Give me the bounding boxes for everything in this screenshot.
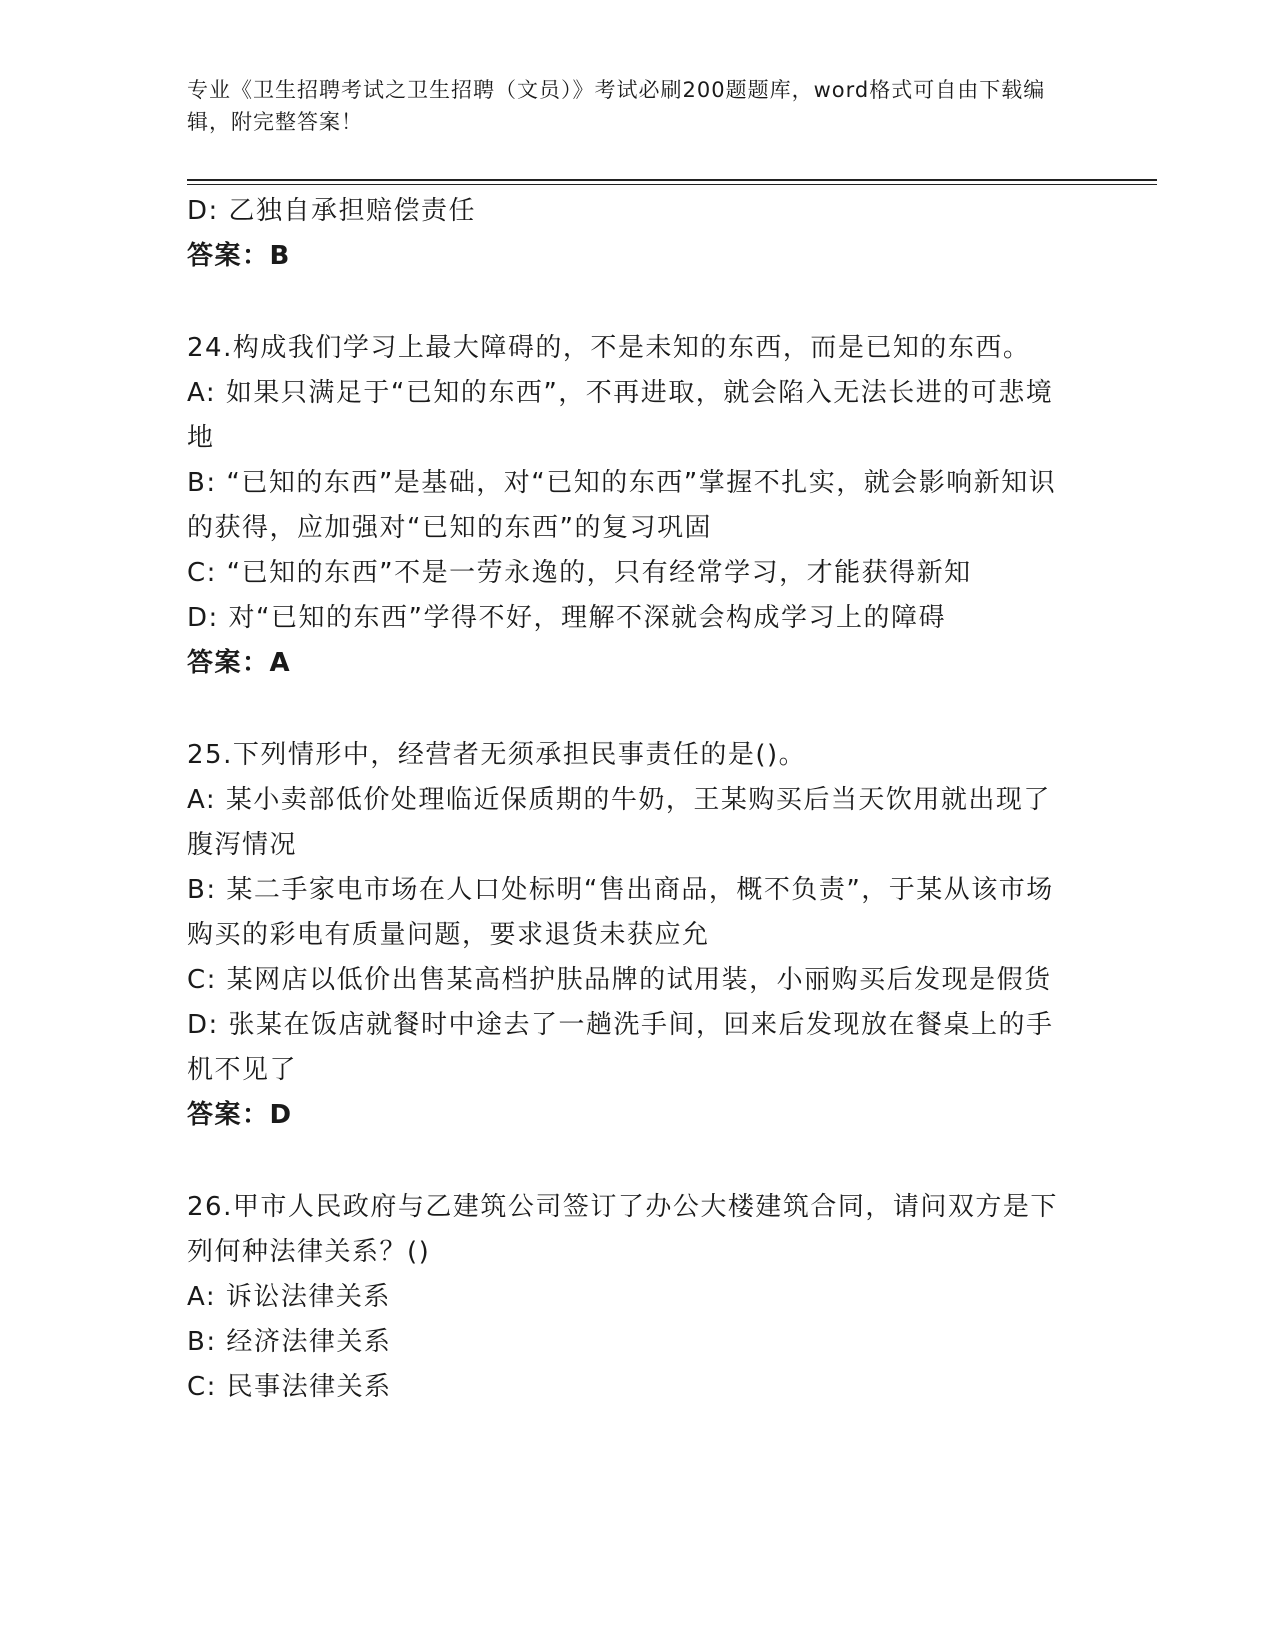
option-b: B: “已知的东西”是基础，对“已知的东西”掌握不扎实，就会影响新知识的获得，应加强对“已知的东西”的复习巩固 <box>187 468 1057 543</box>
spacer <box>187 1138 1067 1185</box>
option-d: D: 对“已知的东西”学得不好，理解不深就会构成学习上的障碍 <box>187 603 946 633</box>
question-25 <box>187 733 1067 1138</box>
question-text: 25.下列情形中，经营者无须承担民事责任的是()。 <box>187 740 807 770</box>
option-b: B: 某二手家电市场在人口处标明“售出商品，概不负责”，于某从该市场购买的彩电有质量问题，要求退货未获应允 <box>187 875 1054 950</box>
answer-label: 答案：D <box>187 1100 293 1130</box>
option-a: A: 诉讼法律关系 <box>187 1282 391 1312</box>
answer-label: 答案：B <box>187 241 291 271</box>
header-divider-thick <box>187 179 1157 181</box>
option-d: D: 乙独自承担赔偿责任 <box>187 196 477 226</box>
option-d: D: 张某在饭店就餐时中途去了一趟洗手间，回来后发现放在餐桌上的手机不见了 <box>187 1010 1054 1085</box>
question-23-tail <box>187 189 1067 279</box>
option-a: A: 如果只满足于“已知的东西”，不再进取，就会陷入无法长进的可悲境地 <box>187 378 1054 453</box>
option-a: A: 某小卖部低价处理临近保质期的牛奶，王某购买后当天饮用就出现了腹泻情况 <box>187 785 1051 860</box>
option-c: C: “已知的东西”不是一劳永逸的，只有经常学习，才能获得新知 <box>187 558 972 588</box>
question-text: 26.甲市人民政府与乙建筑公司签订了办公大楼建筑合同，请问双方是下列何种法律关系？() <box>187 1192 1058 1267</box>
question-text: 24.构成我们学习上最大障碍的，不是未知的东西，而是已知的东西。 <box>187 333 1031 363</box>
header-divider-thin <box>187 184 1157 185</box>
option-c: C: 民事法律关系 <box>187 1372 392 1402</box>
question-24 <box>187 326 1067 686</box>
option-c: C: 某网店以低价出售某高档护肤品牌的试用装，小丽购买后发现是假货 <box>187 965 1052 995</box>
spacer <box>187 686 1067 733</box>
question-26 <box>187 1185 1067 1410</box>
spacer <box>187 279 1067 326</box>
question-list <box>187 189 1067 1410</box>
option-b: B: 经济法律关系 <box>187 1327 392 1357</box>
answer-label: 答案：A <box>187 648 292 678</box>
document-header: 专业《卫生招聘考试之卫生招聘（文员）》考试必刷200题题库，word格式可自由下载编辑，附完整答案！ <box>187 78 1046 134</box>
